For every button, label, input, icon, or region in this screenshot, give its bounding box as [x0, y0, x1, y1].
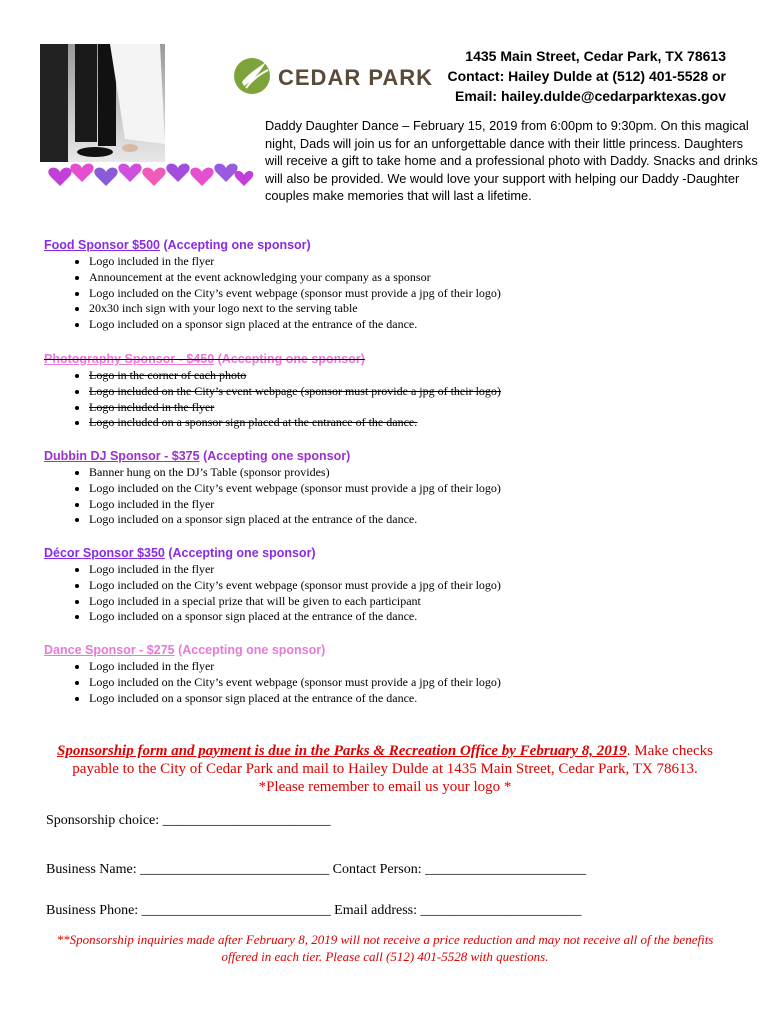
- footnote: **Sponsorship inquiries made after February 8, 2019 will not receive a price reduction and may not receive all of the benefits offered in each tier. Please call (512) 401-5528 with questions.: [56, 932, 714, 964]
- list-item: • Logo included on a sponsor sign placed at the entrance of the dance.: [89, 512, 744, 528]
- email-line: Email: hailey.dulde@cedarparktexas.gov: [455, 88, 726, 104]
- list-item: • Logo included in the flyer: [89, 254, 744, 270]
- logo-reminder: *Please remember to email us your logo *: [258, 779, 512, 795]
- list-item: • Logo included on the City’s event webpage (sponsor must provide a jpg of their logo): [89, 384, 744, 400]
- list-item: • Logo included on the City’s event webpage (sponsor must provide a jpg of their logo): [89, 675, 744, 691]
- benefit-list: [44, 659, 744, 706]
- address-line: 1435 Main Street, Cedar Park, TX 78613: [465, 48, 726, 64]
- section-title: [44, 643, 744, 657]
- section-title-note: (Accepting one sponsor): [164, 546, 316, 560]
- list-item: • Logo in the corner of each photo: [89, 368, 744, 384]
- list-item: • Logo included on the City’s event webpage (sponsor must provide a jpg of their logo): [89, 578, 744, 594]
- sponsorship-choice-field[interactable]: Sponsorship choice: ________________________: [46, 813, 331, 828]
- list-item: • Logo included on a sponsor sign placed at the entrance of the dance.: [89, 609, 744, 625]
- benefit-list: [44, 465, 744, 528]
- section-title-note: (Accepting one sponsor): [199, 449, 351, 463]
- benefit-list: [44, 254, 744, 333]
- list-item: • Logo included in the flyer: [89, 400, 744, 416]
- section-title: [44, 238, 744, 252]
- section-title: [44, 449, 744, 463]
- benefit-list: [44, 562, 744, 625]
- section-title-main: Photography Sponsor - $450: [44, 352, 215, 366]
- section-title-note: (Accepting one sponsor): [160, 238, 311, 252]
- dance-photo: [40, 44, 260, 202]
- dj-sponsor-section: [44, 449, 744, 528]
- list-item: • Logo included on a sponsor sign placed at the entrance of the dance.: [89, 317, 744, 333]
- section-title-main: Dance Sponsor - $275: [44, 643, 175, 657]
- dance-sponsor-section: [44, 643, 744, 706]
- list-item: • Logo included on the City’s event webpage (sponsor must provide a jpg of their logo): [89, 481, 744, 497]
- event-intro: Daddy Daughter Dance – February 15, 2019 from 6:00pm to 9:30pm. On this magical night, Dads will join us for an unforgettable dance with their little princess. Daughters will receive a gift to take home and a professional photo with Daddy. Snacks and drinks will also be provided. We would love your support with helping our Daddy -Daughter couples make memories that will last a lifetime.: [265, 118, 758, 204]
- business-contact-field[interactable]: Business Name: ___________________________ Contact Person: _______________________: [46, 862, 587, 877]
- due-deadline: Sponsorship form and payment is due in the Parks & Recreation Office by February 8, 2019: [57, 743, 627, 759]
- section-title-note: (Accepting one sponsor): [174, 643, 326, 657]
- section-title: [44, 546, 744, 560]
- list-item: • 20x30 inch sign with your logo next to the serving table: [89, 301, 744, 317]
- section-title-main: Dubbin DJ Sponsor - $375: [44, 449, 200, 463]
- food-sponsor-section: [44, 238, 744, 333]
- decor-sponsor-section: [44, 546, 744, 625]
- benefit-list: [44, 368, 744, 431]
- due-instructions: . Make checks payable to the City of Cedar Park and mail to Hailey Dulde at 1435 Main Street, Cedar Park, TX 78613.: [72, 743, 713, 777]
- list-item: • Announcement at the event acknowledging your company as a sponsor: [89, 270, 744, 286]
- section-title: [44, 352, 744, 366]
- list-item: • Logo included on the City’s event webpage (sponsor must provide a jpg of their logo): [89, 286, 744, 302]
- list-item: • Banner hung on the DJ’s Table (sponsor provides): [89, 465, 744, 481]
- section-title-main: Décor Sponsor $350: [44, 546, 165, 560]
- photography-sponsor-section: [44, 352, 744, 431]
- list-item: • Logo included on a sponsor sign placed at the entrance of the dance.: [89, 691, 744, 707]
- list-item: • Logo included in the flyer: [89, 562, 744, 578]
- cedar-park-logo: [232, 52, 452, 100]
- phone-email-field[interactable]: Business Phone: ___________________________ Email address: _______________________: [46, 903, 582, 918]
- section-title-main: Food Sponsor $500: [44, 238, 160, 252]
- contact-line: Contact: Hailey Dulde at (512) 401-5528 or: [447, 68, 726, 84]
- contact-block: [447, 46, 726, 106]
- list-item: • Logo included in the flyer: [89, 497, 744, 513]
- section-title-note: (Accepting one sponsor): [214, 352, 365, 366]
- list-item: • Logo included on a sponsor sign placed at the entrance of the dance.: [89, 415, 744, 431]
- due-notice: [40, 742, 730, 796]
- list-item: • Logo included in the flyer: [89, 659, 744, 675]
- list-item: • Logo included in a special prize that will be given to each participant: [89, 594, 744, 610]
- logo-text: CEDAR PARK: [278, 65, 434, 90]
